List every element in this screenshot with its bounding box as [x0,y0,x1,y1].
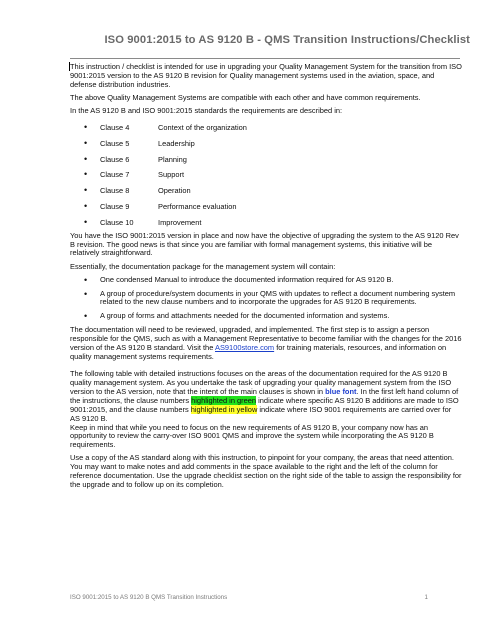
clause-name: Planning [158,154,187,164]
package-list [70,276,462,322]
clause-name: Improvement [158,217,202,227]
clause-item [70,215,462,231]
clause-name: Support [158,170,185,180]
yellow-highlight-label: highlighted in yellow [190,404,258,414]
table-info-text-4: indicate where ISO 9001 requirements are carried over for AS 9120 B. [70,404,452,423]
clause-item [70,120,462,136]
clause-item [70,152,462,168]
header-rule [70,58,460,59]
document-body [70,63,462,494]
table-info-text: The following table with detailed instructions focuses on the areas of the documentation required for the AS 9120 B quality management system. As you undertake the task of upgrading your quality management system from the ISO version to the AS version, note that the intent of the main clauses is shown in [70,369,452,396]
page-footer [70,594,428,601]
clause-name: Operation [158,186,191,196]
review-text: The documentation will need to be reviewed, upgraded, and implemented. The first step is to assign a person responsible for the QMS, such as with a Management Representative to become familiar with the changes for the 2016 version of the AS 9120 B standard. Visit the [70,325,462,353]
clause-item [70,167,462,183]
clause-item [70,136,462,152]
as9100store-link[interactable]: AS9100store.com [215,343,275,353]
review-text-end: for training materials, resources, and information on quality management systems requirements. [70,343,447,362]
clause-number: Clause 7 [100,170,130,180]
package-item: • One condensed Manual to introduce the documented information required for AS 9120 B. [70,276,462,285]
clause-item [70,183,462,199]
clause-name: Context of the organization [158,123,247,133]
green-highlight-label: highlighted in green [191,395,257,405]
clause-list [70,120,462,231]
usage-paragraph: Use a copy of the AS standard along with this instruction, to pinpoint for your company, the areas that need attention. You may want to make notes and add comments in the space available to the right and the left of the column for reference documentation. Use the upgrade checklist section on the right side of the table to assign the responsibility for the upgrade and to follow up on its completion. [70,453,462,490]
intro-paragraph-1 [70,63,462,90]
package-intro-paragraph: Essentially, the documentation package for the management system will contain: [70,261,336,271]
clause-number: Clause 9 [100,202,130,212]
table-info-paragraph [70,370,462,423]
clause-number: Clause 4 [100,123,130,133]
intro-paragraph-3: In the AS 9120 B and ISO 9001:2015 standards the requirements are described in: [70,106,343,115]
clause-name: Leadership [158,138,195,148]
clause-number: Clause 5 [100,138,130,148]
blue-font-label: blue font [325,386,357,396]
focus-paragraph: Keep in mind that while you need to focus on the new requirements of AS 9120 B, your company now has an opportunity to review the carry-over ISO 9001 QMS and improve the system while incorporating the AS 9120 B requirements. [70,422,434,450]
table-info-text-3: indicate where specific AS 9120 B additions are made to ISO 9001:2015, and the clause numbers [70,395,459,414]
clause-number: Clause 10 [100,217,134,227]
clause-number: Clause 8 [100,186,130,196]
page-number: 1 [424,594,428,601]
clause-item [70,199,462,215]
package-item: • A group of procedure/system documents in your QMS with updates to reflect a document numbering system related to the new clause numbers and to incorporate the upgrades for AS 9120 B requirements. [70,290,462,308]
footer-text: ISO 9001:2015 to AS 9120 B QMS Transition Instructions [70,594,228,601]
table-info-text-2: . In the first left hand column of the instructions, the clause numbers [70,386,459,405]
clause-name: Performance evaluation [158,202,237,212]
package-item: • A group of forms and attachments needed for the documented information and systems. [70,312,462,321]
page-title: ISO 9001:2015 to AS 9120 B - QMS Transition Instructions/Checklist [104,34,470,46]
intro-text-1: This instruction / checklist is intended for use in upgrading your Quality Management System for the transition from ISO 9001:2015 version to the AS 9120 B revision for Quality management systems used in the aviation, space, and defense distribution industries. [70,62,462,89]
clause-number: Clause 6 [100,154,130,164]
review-paragraph [70,326,462,362]
intro-paragraph-2: The above Quality Management Systems are compatible with each other and have common requirements. [70,92,421,102]
upgrade-paragraph: You have the ISO 9001:2015 version in place and now have the objective of upgrading the system to the AS 9120 Rev B revision. The good news is that since you are familiar with formal management systems, this initiative will be relatively straightforward. [70,230,459,258]
